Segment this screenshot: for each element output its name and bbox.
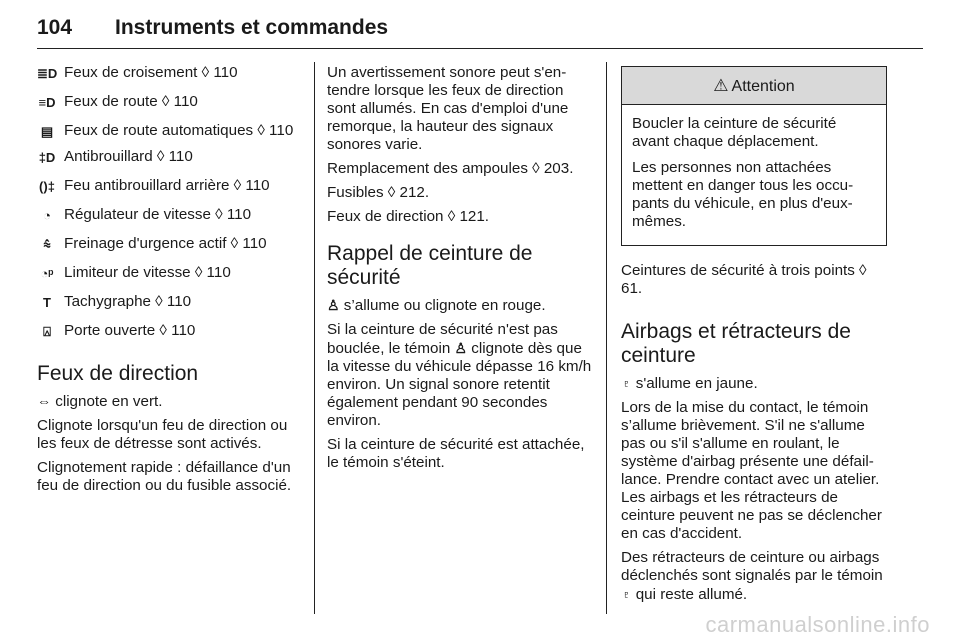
paragraph-text: clignote dès que la vitesse du véhicule dépasse 16 km/h environ. Un signal sonore retentit également pendant 90 secondes environ.	[327, 340, 592, 429]
list-item-text: Feux de route ◊ 110	[64, 93, 198, 110]
section-heading: Feux de direction	[37, 362, 199, 385]
list-item	[37, 322, 305, 340]
list-item	[37, 293, 305, 311]
page-title: Instruments et commandes	[115, 16, 389, 39]
paragraph-text: Si la ceinture de sécurité n'est pas bouclée, le témoin	[327, 321, 558, 357]
list-item	[37, 235, 305, 253]
paragraph: Clignotement rapide : défaillance d'un feu de direction ou du fusible associé.	[37, 459, 292, 494]
watermark: carmanualsonline.info	[705, 612, 930, 637]
list-item-text: Tachygraphe ◊ 110	[64, 293, 192, 310]
high-beam-icon: ≡D	[38, 95, 56, 110]
paragraph: Remplacement des ampoules ◊ 203.	[327, 160, 574, 177]
warning-triangle-icon: ⚠	[713, 76, 729, 95]
paragraph: Si la ceinture de sécurité est attachée, le témoin s'éteint.	[327, 436, 585, 471]
rear-fog-icon: ()‡	[39, 179, 55, 194]
paragraph-text: Des rétracteurs de ceinture ou airbags déclenchés sont signalés par le témoin	[621, 549, 883, 584]
paragraph	[621, 374, 887, 393]
section-heading: Airbags et rétracteurs de ceinture	[621, 320, 851, 367]
seatbelt-icon: ♙	[454, 340, 468, 356]
list-item	[37, 206, 305, 224]
paragraph	[327, 296, 593, 315]
attention-title: Attention	[731, 78, 795, 95]
seatbelt-icon: ♙	[327, 297, 340, 313]
attention-box	[621, 66, 887, 246]
list-item-text: Régulateur de vitesse ◊ 110	[64, 206, 252, 223]
airbag-icon: ♇	[621, 586, 632, 602]
paragraph-text: s'allume en jaune.	[631, 375, 758, 392]
column-divider-1	[314, 62, 315, 614]
paragraph: Les personnes non attachées mettent en danger tous les occupants du véhicule, en plus d'eux-mêmes.	[632, 159, 854, 230]
paragraph-text: s’allume ou clignote en rouge.	[339, 297, 546, 314]
attention-header	[622, 67, 886, 105]
list-item	[37, 93, 305, 111]
list-item	[37, 64, 305, 82]
column-1	[37, 64, 305, 501]
page-header	[37, 6, 923, 49]
paragraph: Lors de la mise du contact, le témoin s’allume brièvement. S'il ne s'allume pas ou s'il s'allume en roulant, le système d'airbag présente une défaillance. Prendre contact avec un atelier. Les airbags et les rétracteurs de ceinture peuvent ne pas se déclencher en cas d'accident.	[621, 399, 882, 542]
paragraph-text: qui reste allumé.	[631, 586, 748, 603]
paragraph: Feux de direction ◊ 121.	[327, 208, 490, 225]
airbag-icon: ♇	[621, 375, 632, 391]
door-open-icon: ⍓	[43, 324, 51, 339]
list-item	[37, 122, 305, 140]
section-heading: Rappel de ceinture de sécurité	[327, 242, 533, 289]
cruise-control-icon: ◔	[43, 208, 51, 223]
list-item-text: Porte ouverte ◊ 110	[64, 322, 196, 339]
paragraph: Ceintures de sécurité à trois points ◊ 61.	[621, 262, 867, 297]
paragraph: Clignote lorsqu'un feu de direction ou les feux de détresse sont activés.	[37, 417, 288, 452]
column-3	[621, 64, 887, 610]
list-item-text: Antibrouillard ◊ 110	[64, 148, 193, 165]
low-beam-icon: ≣D	[37, 66, 58, 81]
paragraph-text: clignote en vert.	[51, 393, 163, 410]
paragraph	[621, 549, 887, 604]
attention-body	[622, 105, 886, 245]
turn-signal-icon: ⇔	[37, 393, 51, 409]
paragraph	[37, 392, 305, 411]
column-2	[327, 64, 593, 478]
list-item-text: Feu antibrouillard arrière ◊ 110	[64, 177, 270, 194]
speed-limiter-icon: ◔ᵖ	[40, 266, 54, 281]
list-item-text: Feux de route automatiques ◊ 110	[64, 122, 294, 139]
paragraph: Boucler la ceinture de sécurité avant chaque déplacement.	[632, 115, 837, 150]
auto-high-beam-icon: ▤	[40, 124, 54, 139]
paragraph: Un avertissement sonore peut s'entendre lorsque les feux de direction sont allumés. En cas d'emploi d'une remorque, la hauteur des signaux sonores varie.	[327, 64, 569, 153]
front-fog-icon: ‡D	[38, 150, 56, 165]
list-item	[37, 264, 305, 282]
list-item	[37, 148, 305, 166]
page-number: 104	[37, 16, 73, 39]
list-item-text: Freinage d'urgence actif ◊ 110	[64, 235, 267, 252]
paragraph: Fusibles ◊ 212.	[327, 184, 430, 201]
emergency-braking-icon: ⩯	[43, 237, 51, 252]
column-divider-2	[606, 62, 607, 614]
list-item-text: Limiteur de vitesse ◊ 110	[64, 264, 231, 281]
list-item-text: Feux de croisement ◊ 110	[64, 64, 238, 81]
tachograph-icon: T	[43, 295, 51, 310]
list-item	[37, 177, 305, 195]
paragraph	[327, 321, 593, 430]
